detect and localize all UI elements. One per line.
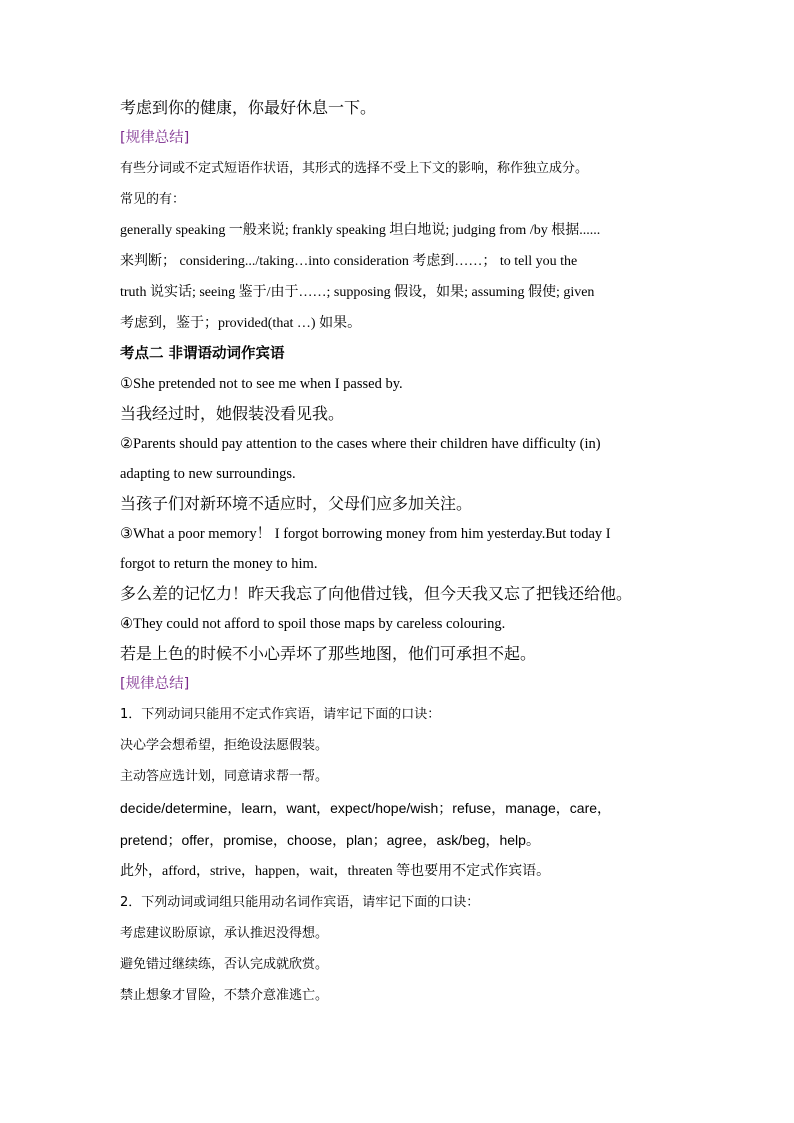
mnemonic-line: 主动答应选计划，同意请求帮一帮。 bbox=[120, 769, 329, 784]
example-sentence: ①She pretended not to see me when I passed by. bbox=[120, 376, 403, 392]
example-translation: 考虑到你的健康，你最好休息一下。 bbox=[120, 98, 377, 117]
example-sentence: adapting to new surroundings. bbox=[120, 466, 296, 482]
phrase-list-line: 来判断； considering.../taking…into consideration 考虑到……； to tell you the bbox=[120, 254, 578, 269]
rule-text: 1．下列动词只能用不定式作宾语，请牢记下面的口诀： bbox=[120, 707, 441, 722]
document-page bbox=[120, 93, 680, 1011]
rule-text: 有些分词或不定式短语作状语，其形式的选择不受上下文的影响，称作独立成分。 bbox=[120, 161, 589, 176]
rule-text: 2．下列动词或词组只能用动名词作宾语，请牢记下面的口诀： bbox=[120, 895, 480, 910]
verb-list-line: 此外，afford，strive，happen，wait，threaten 等也要用不定式作宾语。 bbox=[120, 864, 551, 879]
example-sentence: ③What a poor memory！ I forgot borrowing money from him yesterday.But today I bbox=[120, 526, 611, 542]
mnemonic-line: 考虑建议盼原谅，承认推迟没得想。 bbox=[120, 926, 329, 941]
section-heading: 考点二 非谓语动词作宾语 bbox=[120, 346, 285, 362]
mnemonic-line: 禁止想象才冒险，不禁介意准逃亡。 bbox=[120, 988, 329, 1003]
phrase-list-line: generally speaking 一般来说; frankly speaking 坦白地说; judging from /by 根据...... bbox=[120, 223, 601, 238]
rule-text: 常见的有： bbox=[120, 192, 186, 207]
phrase-list-line: 考虑到，鉴于；provided(that …) 如果。 bbox=[120, 316, 362, 331]
mnemonic-line: 决心学会想希望，拒绝设法愿假装。 bbox=[120, 738, 329, 753]
example-sentence: ②Parents should pay attention to the cases where their children have difficulty (in) bbox=[120, 436, 601, 452]
mnemonic-line: 避免错过继续练，否认完成就欣赏。 bbox=[120, 957, 329, 972]
example-sentence: forgot to return the money to him. bbox=[120, 556, 318, 572]
example-translation: 多么差的记忆力！昨天我忘了向他借过钱，但今天我又忘了把钱还给他。 bbox=[120, 584, 633, 603]
example-translation: 当孩子们对新环境不适应时，父母们应多加关注。 bbox=[120, 494, 473, 513]
rule-summary-label: [规律总结] bbox=[120, 130, 190, 146]
phrase-list-line: truth 说实话; seeing 鉴于/由于……; supposing 假设，如果; assuming 假使; given bbox=[120, 285, 595, 300]
verb-list-line: decide/determine，learn，want，expect/hope/wish；refuse，manage，care， bbox=[120, 800, 612, 816]
example-translation: 当我经过时，她假装没看见我。 bbox=[120, 404, 345, 423]
example-sentence: ④They could not afford to spoil those maps by careless colouring. bbox=[120, 616, 506, 632]
rule-summary-label: [规律总结] bbox=[120, 676, 190, 692]
example-translation: 若是上色的时候不小心弄坏了那些地图，他们可承担不起。 bbox=[120, 644, 537, 663]
verb-list-line: pretend；offer，promise，choose，plan；agree，ask/beg，help。 bbox=[120, 832, 540, 848]
